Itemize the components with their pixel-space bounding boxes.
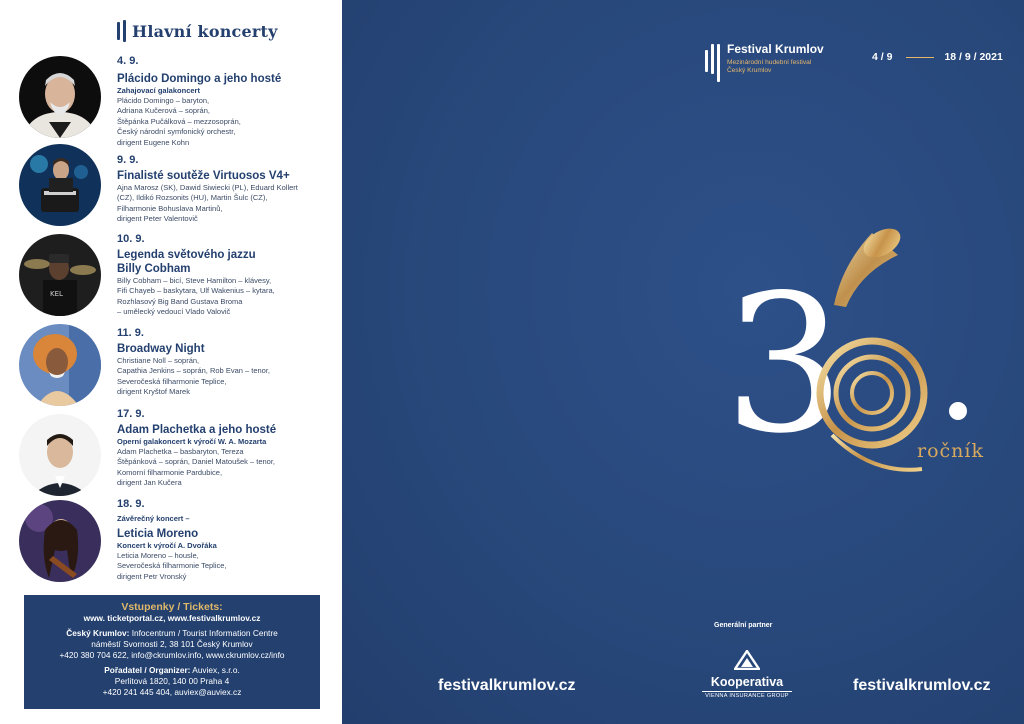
svg-text:KEL: KEL [50,290,63,298]
festival-location: Český Krumlov [727,67,772,74]
performer-line: Christiane Noll – soprán, [117,356,200,365]
performer-line: Český národní symfonický orchestr, [117,127,236,137]
tickets-websites[interactable]: www. ticketportal.cz, www.festivalkrumlov.cz [83,613,261,623]
program-title: Hlavní koncerty [132,21,278,41]
performer-line: Capathia Jenkins – soprán, Rob Evan – tenor, [117,366,271,376]
performer-line: Ajna Marosz (SK), Dawid Siwiecki (PL), Eduard Kollert [117,183,298,192]
performer-line: dirigent Eugene Kohn [117,137,190,147]
date-separator [906,57,934,58]
partner-logo [702,650,792,699]
performer-line: dirigent Jan Kučera [117,478,182,488]
performer-line: Leticia Moreno – housle, [117,551,199,560]
performer-line: Adam Plachetka – basbaryton, Tereza [117,447,244,456]
concert-date: 18. 9. [117,498,145,510]
festival-cover-panel [342,0,1024,724]
festival-url-right[interactable]: festivalkrumlov.cz [853,677,991,694]
festival-subtitle: Mezinárodní hudební festival [727,59,812,66]
performer-line: Štěpánka Pučálková – mezzosoprán, [117,116,241,126]
concert-subtitle: Operní galakoncert k výročí W. A. Mozarta [117,437,267,446]
performer-photo [19,56,101,138]
organizer-contact[interactable]: +420 241 445 404, auviex@auviex.cz [102,687,242,697]
performer-photo [19,144,101,226]
general-partner-label: Generální partner [714,622,773,629]
partner-name: Kooperativa [710,675,784,689]
festival-mark-icon [705,44,720,82]
ck-contact[interactable]: +420 380 704 622, info@ckrumlov.info, www.ckrumlov.cz/info [59,650,285,660]
performer-line: Billy Cobham – bicí, Steve Hamilton – klávesy, [117,276,272,285]
organizer-name: Auviex, s.r.o. [190,665,240,675]
ck-address: náměstí Svornosti 2, 38 101 Český Krumlov [91,639,253,649]
concert-title-line2: Billy Cobham [117,263,191,275]
ck-infocentre [24,628,320,639]
ck-label: Český Krumlov: [66,628,130,638]
date-start: 4 / 9 [872,51,893,63]
concert-title: Plácido Domingo a jeho hosté [117,73,282,85]
concert-date: 10. 9. [117,233,145,245]
performer-photo [19,324,101,406]
kooperativa-logo-icon [734,650,760,670]
festival-logo [705,42,824,82]
organizer-address: Perlitová 1820, 140 00 Praha 4 [114,676,230,686]
ck-text: Infocentrum / Tourist Information Centre [129,628,278,638]
festival-url-left[interactable]: festivalkrumlov.cz [438,677,576,694]
concert-pretitle: Závěrečný koncert – [117,514,190,523]
partner-group: VIENNA INSURANCE GROUP [702,691,792,699]
concert-title: Legenda světového jazzu [117,249,256,261]
festival-name: Festival Krumlov [727,42,824,56]
performer-line: Fifi Chayeb – baskytara, Ulf Wakenius – kytara, [117,286,275,296]
anniversary-label: ročník [917,440,984,462]
organizer [24,665,320,676]
tickets-info-box [24,595,320,709]
performer-line: dirigent Peter Valentovič [117,214,198,224]
performer-line: Plácido Domingo – baryton, [117,96,210,105]
program-heading [117,16,278,46]
concert-program-panel [0,0,342,724]
concert-date: 17. 9. [117,408,145,420]
performer-line: Rozhlasový Big Band Gustava Broma [117,296,243,306]
festival-mark-icon [117,20,126,42]
performer-line: (CZ), Ildikó Rozsonits (HU), Martin Šulc (CZ), [117,193,268,203]
festival-dates [872,51,1003,63]
anniversary-digit-three: 3 [724,254,845,475]
performer-photo [19,414,101,496]
concert-title: Finalisté soutěže Virtuosos V4+ [117,170,290,182]
performer-line: Komorní filharmonie Pardubice, [117,467,223,477]
concert-date: 4. 9. [117,55,139,67]
organizer-label: Pořadatel / Organizer: [104,665,191,675]
performer-photo [19,234,101,316]
performer-line: Severočeská filharmonie Teplice, [117,561,227,571]
concert-subtitle: Zahajovací galakoncert [117,86,200,95]
concert-date: 11. 9. [117,327,144,339]
tickets-heading: Vstupenky / Tickets: [121,601,223,613]
concert-title: Leticia Moreno [117,528,199,540]
concert-date: 9. 9. [117,154,139,166]
concert-title: Broadway Night [117,343,205,355]
concert-subtitle: Koncert k výročí A. Dvořáka [117,541,217,550]
performer-line: dirigent Kryštof Marek [117,387,190,397]
date-end: 18 / 9 / 2021 [944,51,1003,63]
performer-line: dirigent Petr Vronský [117,571,187,581]
performer-line: Štěpánková – soprán, Daniel Matoušek – tenor, [117,457,276,467]
performer-line: Adriana Kučerová – soprán, [117,106,210,116]
performer-photo [19,500,101,582]
performer-line: Severočeská filharmonie Teplice, [117,376,227,386]
performer-line: – umělecký vedoucí Vlado Valovič [117,307,231,317]
performer-line: Filharmonie Bohuslava Martinů, [117,203,223,213]
concert-title: Adam Plachetka a jeho hosté [117,424,277,436]
